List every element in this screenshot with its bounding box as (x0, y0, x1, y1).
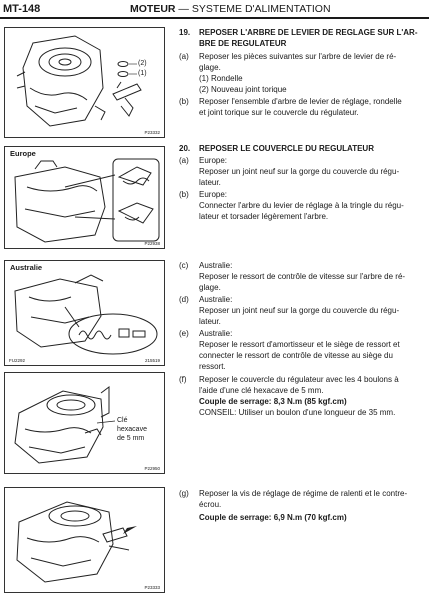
step-20-d-mark: (d) (179, 295, 189, 304)
callout-clé: Clé (117, 417, 128, 424)
step-20-f-torque: Couple de serrage: 8,3 N.m (85 kgf.cm) (199, 397, 347, 406)
figure-code: P22950 (144, 466, 160, 471)
step-19-number: 19. (179, 28, 191, 37)
page-title (130, 3, 331, 15)
step-20-d-line1: Reposer un joint neuf sur la gorge du couvercle du régu- (199, 306, 400, 315)
callout-5mm: de 5 mm (117, 435, 145, 442)
australie-illustration (5, 261, 164, 365)
step-20-f-mark: (f) (179, 375, 187, 384)
step-19-a-mark: (a) (179, 52, 189, 61)
figure-code: P23332 (144, 130, 160, 135)
figure-code-left: FU2292 (9, 358, 26, 363)
title-separator: — (178, 3, 189, 15)
step-20-a-line2: lateur. (199, 178, 221, 187)
figure-idle-screw (4, 487, 165, 593)
step-19-a-item2: (2) Nouveau joint torique (199, 85, 287, 94)
step-20-g-line2: écrou. (199, 500, 222, 509)
step-20-c-mark: (c) (179, 261, 189, 270)
step-20-b-line2: lateur et torsader légèrement l'arbre. (199, 212, 329, 221)
step-20-c-line2: glage. (199, 283, 221, 292)
page-header (0, 0, 429, 22)
step-20-d-line2: lateur. (199, 317, 221, 326)
step-20-c-label: Australie: (199, 261, 233, 270)
step-19-b-line2: et joint torique sur le couvercle du régulateur. (199, 108, 359, 117)
figure-lever-shaft (4, 27, 165, 138)
header-rule (0, 17, 429, 19)
step-20-e-line3: ressort. (199, 362, 226, 371)
step-19-a-line2: glage. (199, 63, 221, 72)
step-20-e-line2: connecter le ressort de contrôle de vitesse au siège du (199, 351, 393, 360)
step-20-e-mark: (e) (179, 329, 189, 338)
figure-label: Europe (10, 149, 36, 158)
step-20-e-label: Australie: (199, 329, 233, 338)
step-19-heading-line2: BRE DE REGULATEUR (199, 39, 287, 48)
step-20-f-conseil: CONSEIL: Utiliser un boulon d'une longueur de 35 mm. (199, 408, 396, 417)
step-20-b-line1: Connecter l'arbre du levier de réglage à la tringle du régu- (199, 201, 404, 210)
callout-hexacave: hexacave (117, 426, 147, 433)
step-19-b-line1: Reposer l'ensemble d'arbre de levier de réglage, rondelle (199, 97, 402, 106)
step-20-d-label: Australie: (199, 295, 233, 304)
europe-illustration (5, 147, 164, 248)
step-20-a-label: Europe: (199, 156, 228, 165)
figure-australie (4, 260, 165, 366)
step-20-e-line1: Reposer le ressort d'amortisseur et le siège de ressort et (199, 340, 400, 349)
step-20-number: 20. (179, 144, 191, 153)
step-19-a-line1: Reposer les pièces suivantes sur l'arbre de levier de ré- (199, 52, 397, 61)
figure-code: 215519 (144, 358, 160, 363)
callout-1: (1) (138, 70, 147, 77)
step-20-f-line1: Reposer le couvercle du régulateur avec les 4 boulons à (199, 375, 399, 384)
figure-label: Australie (10, 263, 43, 272)
step-20-b-mark: (b) (179, 190, 189, 199)
figure-europe (4, 146, 165, 249)
idle-screw-illustration (5, 488, 164, 592)
step-20-g-mark: (g) (179, 489, 189, 498)
step-20-a-line1: Reposer un joint neuf sur la gorge du couvercle du régu- (199, 167, 400, 176)
step-20-b-label: Europe: (199, 190, 228, 199)
hex-wrench-illustration (5, 373, 164, 473)
step-20-c-line1: Reposer le ressort de contrôle de vitesse sur l'arbre de ré- (199, 272, 406, 281)
lever-shaft-illustration (5, 28, 164, 137)
figure-code: P23333 (144, 585, 160, 590)
step-20-heading: REPOSER LE COUVERCLE DU REGULATEUR (199, 144, 374, 153)
page-number: MT-148 (3, 3, 41, 15)
step-19-b-mark: (b) (179, 97, 189, 106)
figure-hex-wrench (4, 372, 165, 474)
step-19-heading-line1: REPOSER L'ARBRE DE LEVIER DE REGLAGE SUR L'AR- (199, 28, 418, 37)
step-20-f-line2: l'aide d'une clé hexacave de 5 mm. (199, 386, 324, 395)
section-title: MOTEUR (130, 3, 176, 15)
step-20-g-line1: Reposer la vis de réglage de régime de ralenti et le contre- (199, 489, 408, 498)
step-20-a-mark: (a) (179, 156, 189, 165)
step-19-a-item1: (1) Rondelle (199, 74, 243, 83)
step-20-g-torque: Couple de serrage: 6,9 N.m (70 kgf.cm) (199, 513, 347, 522)
callout-2: (2) (138, 60, 147, 67)
figure-code: P22938 (144, 241, 160, 246)
subsection-title: SYSTEME D'ALIMENTATION (191, 3, 331, 15)
